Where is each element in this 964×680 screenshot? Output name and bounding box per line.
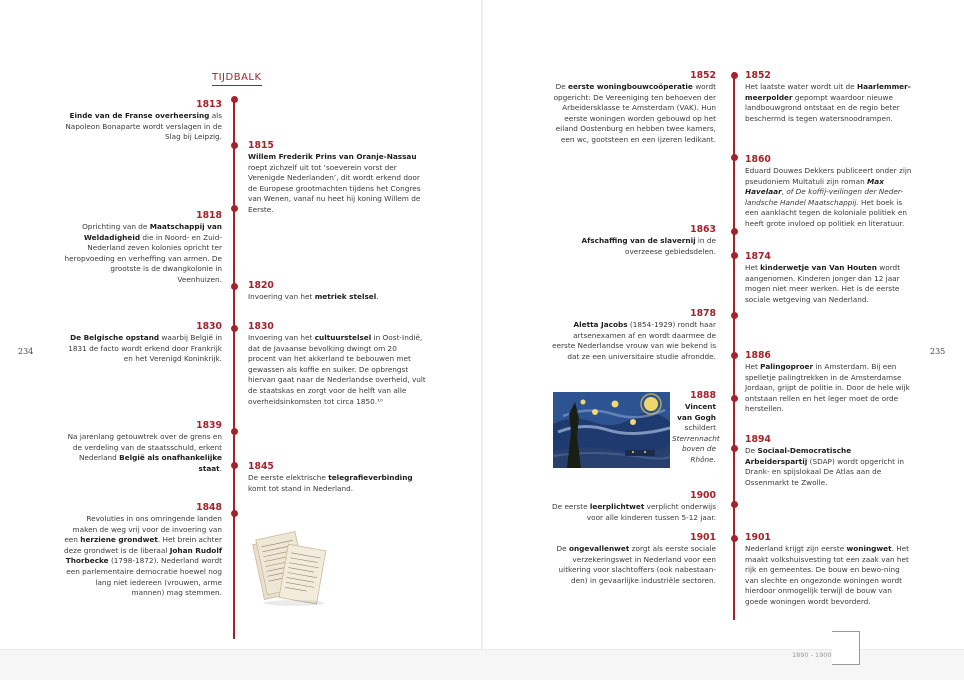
event-year: 1848 <box>196 502 222 513</box>
timeline-dot-1901 <box>731 535 738 542</box>
historic-document-image <box>250 523 334 609</box>
event-text: Nederland krijgt zijn eerste woningwet. Het maakt volkshuisvesting tot een zaak van het rijk en gemeentes. De bouw en bewo-ning van slechte en ongezonde woningen wordt hierdoor onmogelijk terwijl de bouw van goede woningen wordt bevorderd. <box>745 544 910 606</box>
page-number-right: 235 <box>930 347 946 356</box>
event-year: 1878 <box>690 308 716 319</box>
event-year: 1830 <box>248 321 274 332</box>
event-year: 1839 <box>196 420 222 431</box>
event-year: 1900 <box>690 490 716 501</box>
event-text: Vincent van Gogh schildert Sterrennacht boven de Rhône. <box>672 402 720 464</box>
timeline-dot-1863 <box>731 228 738 235</box>
event-text: Het kinderwetje van Van Houten wordt aangenomen. Kinderen jonger dan 12 jaar mogen niet meer werken. Het is de eerste sociale wetgeving van Nederland. <box>745 263 901 304</box>
event-1901-ongevallenwet <box>548 532 716 586</box>
event-year: 1815 <box>248 140 274 151</box>
event-text: Aletta Jacobs (1854-1929) rondt haar artsenexamen af en wordt daarmee de eerste Nederlandse vrouw van wie bekend is dat ze een universitaire studie afrondde. <box>552 320 716 361</box>
event-1886 <box>745 350 913 415</box>
event-text: Willem Frederik Prins van Oranje-Nassau roept zichzelf uit tot ‘soeverein vorst der Verenigde Nederlanden’, dit wordt erkend door de Europese grootmachten tijdens het Congres van Wenen, vanaf nu heet hij koning Willem de Eerste. <box>248 152 421 214</box>
event-text: Revoluties in ons omringende landen maken de weg vrij voor de invoering van een herziene grondwet. Het brein achter deze grondwet is de liberaal Johan Rudolf Thorbecke (1798-1872). Nederland wordt een parlementaire democratie hoewel nog lang niet iedereen (vrouwen, arme mannen) mag stemmen. <box>64 514 222 598</box>
event-1901-woningwet <box>745 532 913 608</box>
timeline-dot-1830-left <box>231 325 238 332</box>
event-year: 1888 <box>690 390 716 401</box>
timeline-dot-1874 <box>731 252 738 259</box>
event-1830-belgium <box>64 321 222 365</box>
event-1878 <box>548 308 716 362</box>
timeline-dot-1813 <box>231 96 238 103</box>
event-1845 <box>248 461 426 494</box>
event-text: Einde van de Franse overheersing als Napoleon Bonaparte wordt verslagen in de Slag bij Leipzig. <box>65 111 222 142</box>
event-text: Invoering van het metriek stelsel. <box>248 292 379 301</box>
event-year: 1830 <box>196 321 222 332</box>
event-year: 1852 <box>745 70 771 81</box>
event-text: De Belgische opstand waarbij België in 1831 de facto wordt erkend door Frankrijk en het Verenigd Koninkrijk. <box>68 333 222 364</box>
event-text: De Sociaal-Democratische Arbeiderspartij (SDAP) wordt opgericht in Drank- en spijslokaal De Atlas aan de Ossenmarkt te Zwolle. <box>745 446 904 487</box>
event-text: Het Palingoproer in Amsterdam. Bij een spelletje palingtrekken in de Amsterdamse Jordaan, grijpt de politie in. Door de hele wijk ontstaan rellen en het leger moet de orde herstellen. <box>745 362 910 414</box>
timeline-axis-left <box>233 97 235 639</box>
event-year: 1901 <box>690 532 716 543</box>
event-1874 <box>745 251 913 305</box>
event-year: 1874 <box>745 251 771 262</box>
section-title: TIJDBALK <box>212 72 262 86</box>
event-year: 1894 <box>745 434 771 445</box>
event-text: Na jarenlang getouwtrek over de grens en de verdeling van de staatsschuld, erkent Nederland België als onafhankelijke staat. <box>67 432 222 473</box>
timeline-dot-1818 <box>231 205 238 212</box>
event-text: Invoering van het cultuurstelsel in Oost-Indië, dat de Javaanse bevolking dwingt om 20 procent van het akkerland te bebouwen met gewassen als koffie en suiker. De opbrengst hiervan gaat naar de Nederlandse overheid, vult de staatskas en zorgt voor de helft van alle overheidsinkomsten tot circa 1850.¹⁰ <box>248 333 426 406</box>
timeline-dot-1820 <box>231 283 238 290</box>
starry-night-painting <box>553 392 670 468</box>
timeline-dot-1860 <box>731 154 738 161</box>
event-text: Eduard Douwes Dekkers publiceert onder zijn pseudoniem Multatuli zijn roman Max Havelaar, of De koffij-veilingen der Neder-landsche Handel Maatschappij. Het boek is een aanklacht tegen de koloniale politiek en heeft grote invloed op politiek en literatuur. <box>745 166 912 228</box>
event-year: 1845 <box>248 461 274 472</box>
timeline-dot-1886 <box>731 352 738 359</box>
event-text: Oprichting van de Maatschappij van Weldadigheid die in Noord- en Zuid-Nederland zeven kolonies opricht ter heropvoeding en verheffing van armen. De grootste is de dwangkolonie in Veenhuizen. <box>64 222 222 284</box>
timeline-dot-1848 <box>231 510 238 517</box>
event-year: 1818 <box>196 210 222 221</box>
event-1815 <box>248 140 426 216</box>
event-1852-haarlemmermeer <box>745 70 913 124</box>
event-1863 <box>548 224 716 257</box>
event-text: De eerste leerplichtwet verplicht onderwijs voor alle kinderen tussen 5-12 jaar. <box>552 502 716 522</box>
event-text: De eerste woningbouwcoöperatie wordt opgericht: De Vereeniging ten behoeven der Arbeidersklasse te Amsterdam (VAK). Hun eerste woningen worden gebouwd op het eiland Oostenburg en hebben twee kamers, een wc, gootsteen en een ijzeren ledikant. <box>553 82 716 144</box>
event-1900 <box>548 490 716 523</box>
event-text: De eerste elektrische telegrafieverbinding komt tot stand in Nederland. <box>248 473 413 493</box>
event-1860 <box>745 154 913 230</box>
event-1820 <box>248 280 426 303</box>
timeline-dot-1839 <box>231 428 238 435</box>
timeline-dot-1894 <box>731 445 738 452</box>
footer-year-range: 1890 - 1900 <box>792 651 832 659</box>
event-1818 <box>64 210 222 286</box>
timeline-dot-1815 <box>231 142 238 149</box>
timeline-dot-1878 <box>731 312 738 319</box>
event-year: 1820 <box>248 280 274 291</box>
event-year: 1901 <box>745 532 771 543</box>
timeline-dot-1888 <box>731 395 738 402</box>
event-1894 <box>745 434 913 488</box>
event-year: 1863 <box>690 224 716 235</box>
event-text: Het laatste water wordt uit de Haarlemmer-meerpolder gepompt waardoor nieuwe landbouwgrond ontstaat en de regio beter beschermd is tegen watersnoodrampen. <box>745 82 911 123</box>
timeline-dot-1845 <box>231 462 238 469</box>
timeline-dot-1900 <box>731 501 738 508</box>
event-1848 <box>64 502 222 599</box>
page-number-left: 234 <box>18 347 34 356</box>
event-1813 <box>64 99 222 143</box>
event-text: De ongevallenwet zorgt als eerste sociale verzekeringswet in Nederland voor een uitkering voor slachtoffers (ook nabestaan-den) in gevaarlijke industriële sectoren. <box>556 544 716 585</box>
event-year: 1886 <box>745 350 771 361</box>
timeline-dot-1852 <box>731 72 738 79</box>
event-1830-cultuurstelsel <box>248 321 426 407</box>
event-text: Afschaffing van de slavernij in de overzeese gebiedsdelen. <box>581 236 716 256</box>
event-1839 <box>64 420 222 474</box>
event-year: 1813 <box>196 99 222 110</box>
event-year: 1860 <box>745 154 771 165</box>
event-year: 1852 <box>690 70 716 81</box>
chapter-tab-marker <box>832 631 860 665</box>
event-1888 <box>672 390 720 466</box>
event-1852-woningbouw <box>548 70 716 146</box>
book-gutter <box>481 0 483 680</box>
